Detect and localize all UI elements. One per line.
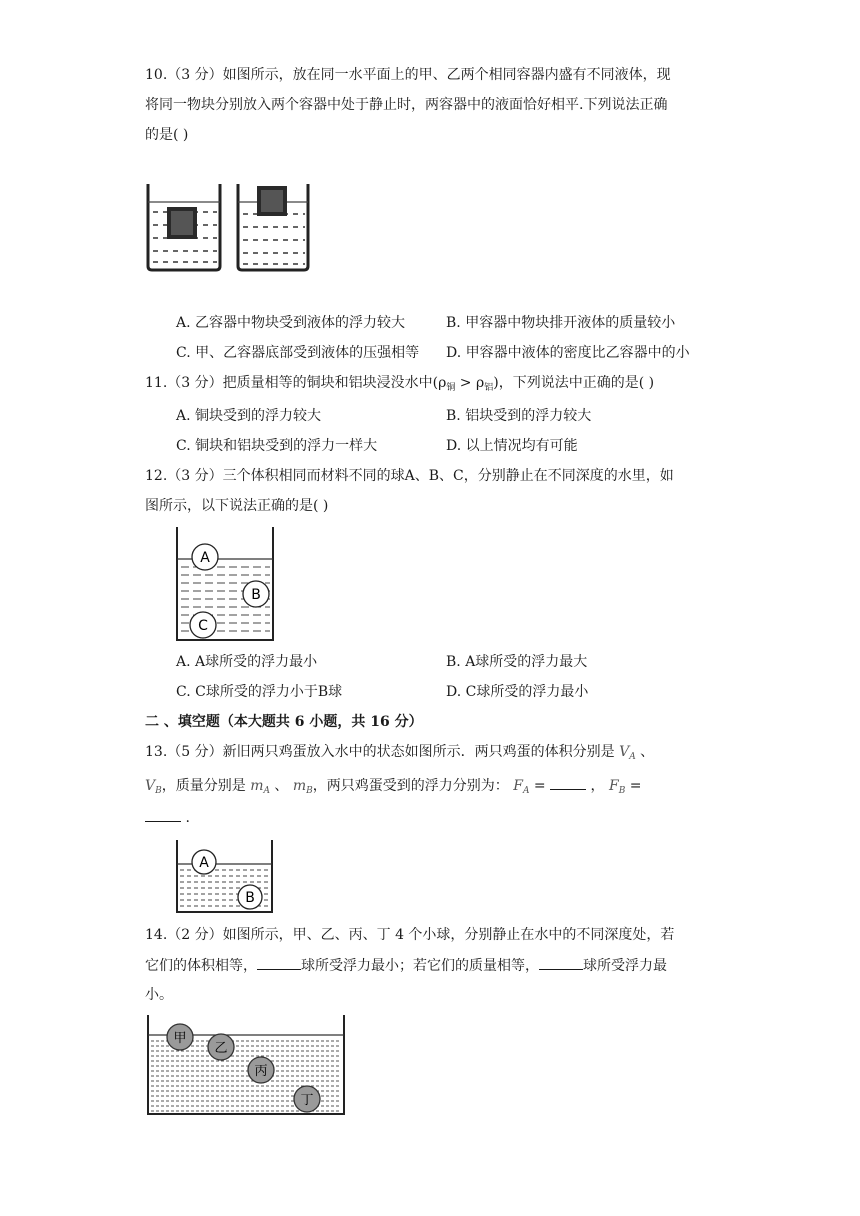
q11-text-post: )，下列说法中正确的是( ) <box>493 375 655 391</box>
q13-figure <box>175 840 275 915</box>
q11-gt: > <box>455 375 476 391</box>
q12-ball-c-label: C <box>198 618 208 634</box>
container-yi <box>238 184 308 270</box>
q14-text-b: 球所受浮力最小；若它们的质量相等， <box>301 958 539 974</box>
q11-option-c: C. 铜块和铝块受到的浮力一样大 <box>176 438 378 454</box>
q11-option-a: A. 铜块受到的浮力较大 <box>176 408 322 424</box>
q13-comma: ， <box>586 778 605 794</box>
q13-mb: $m_B$ <box>292 778 313 796</box>
q13-eq2: = <box>625 778 642 794</box>
q10-line2: 将同一物块分别放入两个容器中处于静止时，两容器中的液面恰好相平.下列说法正确 <box>145 97 668 113</box>
q12-line1: 12.（3 分）三个体积相同而材料不同的球A、B、C，分别静止在不同深度的水里，如 <box>145 468 674 484</box>
q12-line2: 图所示，以下说法正确的是( ) <box>145 498 329 514</box>
q13-egg-a-label: A <box>199 855 209 871</box>
q13-text3: ，两只鸡蛋受到的浮力分别为： <box>312 778 509 794</box>
q13-end: . <box>181 810 190 826</box>
container-jia <box>148 184 220 270</box>
q11-rho-cu: ρ <box>438 375 447 391</box>
q13-line1 <box>145 742 654 767</box>
q12-ball-a-label: A <box>200 550 210 566</box>
q12-option-b: B. A球所受的浮力最大 <box>446 654 588 670</box>
q13-va: $V_A$ <box>619 744 636 762</box>
q11-option-d: D. 以上情况均有可能 <box>446 438 578 454</box>
q13-blank-fa[interactable] <box>550 775 586 790</box>
q13-eq1: = <box>529 778 546 794</box>
q10-option-c: C. 甲、乙容器底部受到液体的压强相等 <box>176 345 420 361</box>
q14-ball-ding-label: 丁 <box>300 1093 314 1108</box>
q13-blank-fb[interactable] <box>145 807 181 822</box>
q14-figure <box>145 1015 347 1117</box>
q12-option-c: C. C球所受的浮力小于B球 <box>176 684 343 700</box>
q11-text-pre: 11.（3 分）把质量相等的铜块和铝块浸没水中( <box>145 375 439 391</box>
q12-figure <box>175 527 275 642</box>
q13-text1: 13.（5 分）新旧两只鸡蛋放入水中的状态如图所示．两只鸡蛋的体积分别是 <box>145 744 615 760</box>
q13-fa: $F_A$ <box>513 778 530 796</box>
q11-line1 <box>145 373 654 398</box>
q10-option-d: D. 甲容器中液体的密度比乙容器中的小 <box>446 345 690 361</box>
q10-line3: 的是( ) <box>145 127 189 143</box>
q13-egg-b <box>238 885 262 909</box>
q14-ball-bing-label: 丙 <box>254 1064 268 1079</box>
section-title: 二 、填空题（本大题共 6 小题，共 16 分） <box>145 714 423 730</box>
q10-figure <box>145 180 310 272</box>
q12-ball-a <box>192 544 218 570</box>
q10-line1: 10.（3 分）如图所示，放在同一水平面上的甲、乙两个相同容器内盛有不同液体，现 <box>145 67 671 83</box>
q13-fb: $F_B$ <box>609 778 626 796</box>
q14-ball-jia-label: 甲 <box>173 1031 187 1046</box>
q13-egg-b-label: B <box>245 890 255 906</box>
q14-text-a: 它们的体积相等， <box>145 958 257 974</box>
q13-text2: ，质量分别是 <box>161 778 246 794</box>
q14-ball-jia <box>167 1024 193 1050</box>
q13-vb: $V_B$ <box>145 778 162 796</box>
q14-ball-yi-label: 乙 <box>214 1041 228 1056</box>
q11-sub-al: 铝 <box>484 383 494 393</box>
q14-ball-ding <box>294 1086 320 1112</box>
q13-sep2: 、 <box>269 778 289 794</box>
q11-rho-al: ρ <box>475 375 485 391</box>
q14-line2 <box>145 955 667 976</box>
q11-sub-cu: 铜 <box>446 383 456 393</box>
q13-sep1: 、 <box>635 744 655 760</box>
q10-option-b: B. 甲容器中物块排开液体的质量较小 <box>446 315 676 331</box>
q12-option-d: D. C球所受的浮力最小 <box>446 684 589 700</box>
q14-blank-2[interactable] <box>539 955 583 970</box>
q14-ball-bing <box>248 1057 274 1083</box>
q10-option-a: A. 乙容器中物块受到液体的浮力较大 <box>176 315 406 331</box>
q14-blank-1[interactable] <box>257 955 301 970</box>
q14-text-c: 球所受浮力最 <box>583 958 667 974</box>
q14-ball-yi <box>208 1034 234 1060</box>
q12-ball-b <box>243 581 269 607</box>
q14-line1: 14.（2 分）如图所示，甲、乙、丙、丁 4 个小球，分别静止在水中的不同深度处，若 <box>145 927 675 943</box>
q13-line2 <box>145 775 642 801</box>
q13-line3 <box>145 807 190 828</box>
q13-egg-a <box>192 850 216 874</box>
q12-option-a: A. A球所受的浮力最小 <box>176 654 318 670</box>
q12-ball-b-label: B <box>251 587 261 603</box>
q12-ball-c <box>190 612 216 638</box>
q14-line3: 小。 <box>145 987 173 1003</box>
q11-option-b: B. 铝块受到的浮力较大 <box>446 408 592 424</box>
q13-ma: $m_A$ <box>250 778 270 796</box>
